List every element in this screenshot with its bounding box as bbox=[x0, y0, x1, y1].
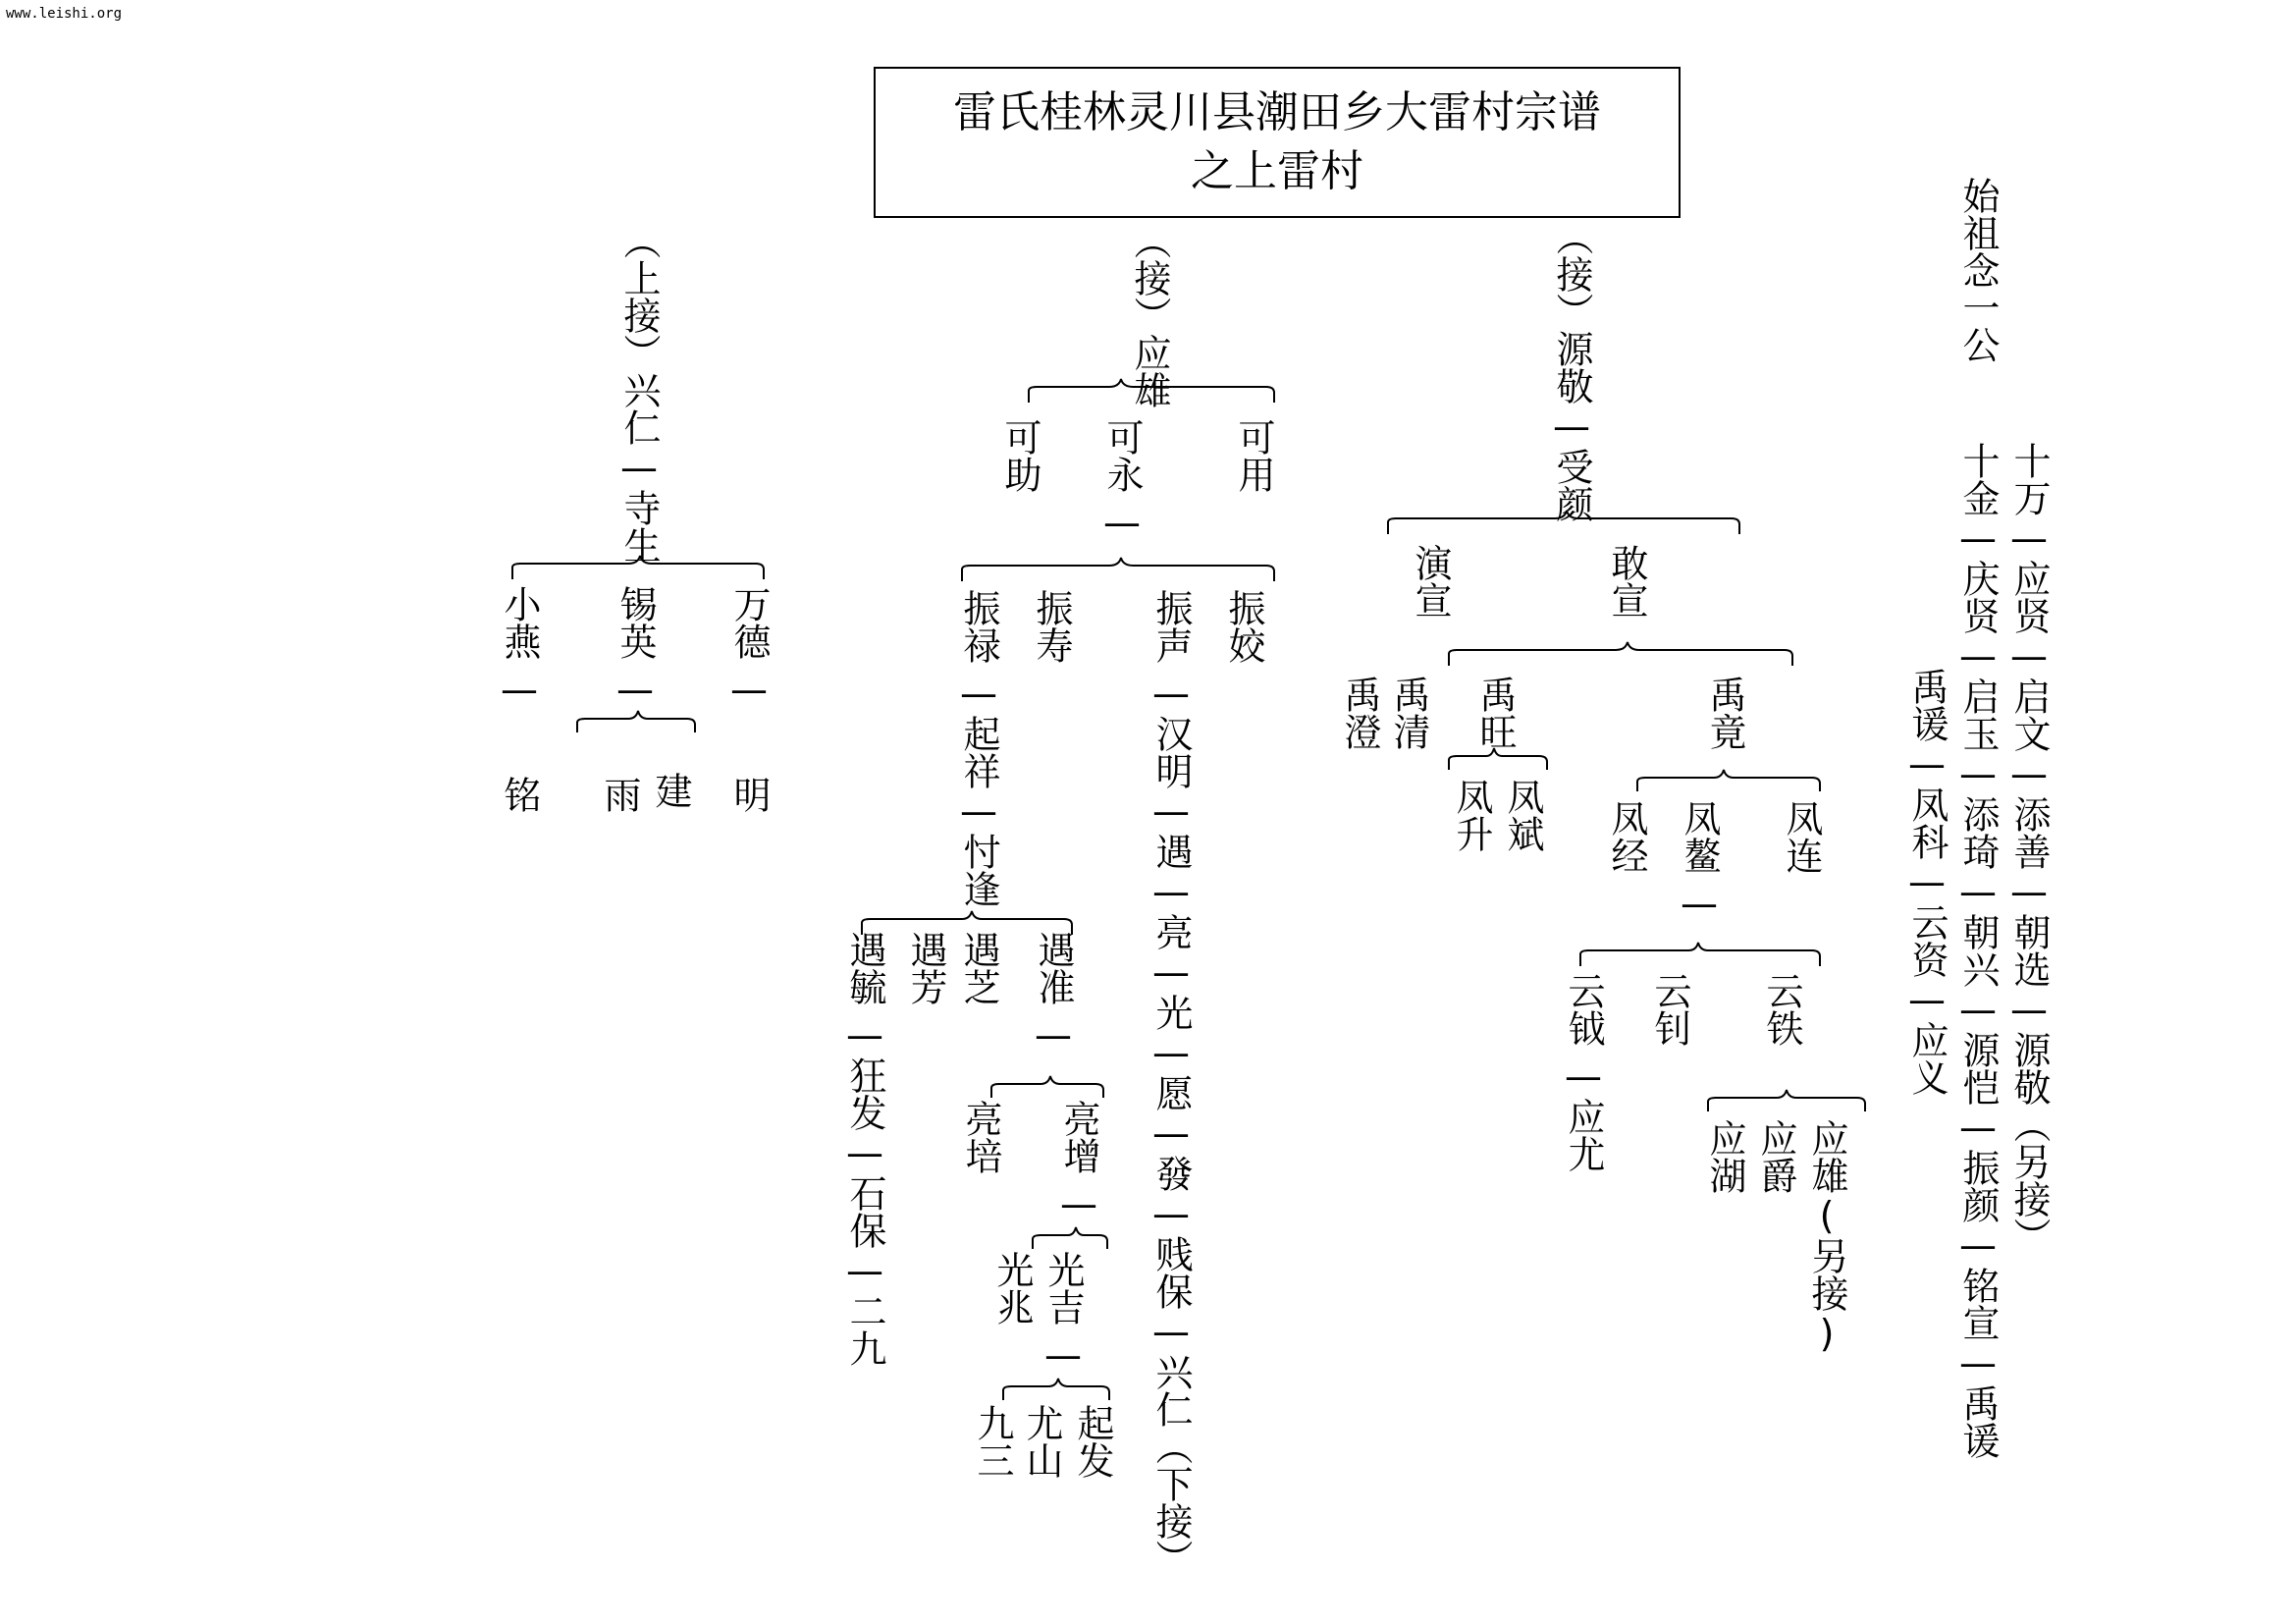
ming2: 铭 bbox=[498, 776, 541, 813]
yunyue-line: —应尤 bbox=[1562, 1055, 1605, 1172]
bracket-ganxuan bbox=[1449, 642, 1792, 666]
xiyin-line: — bbox=[614, 668, 657, 711]
title-line-1: 雷氏桂林灵川县潮田乡大雷村宗谱 bbox=[953, 87, 1601, 137]
yufang: 遇芳 bbox=[904, 931, 947, 1005]
kezhu: 可助 bbox=[998, 418, 1041, 493]
ming: 明 bbox=[727, 776, 771, 813]
yingxiong-head: （接）应雄 bbox=[1128, 222, 1171, 408]
keyong-used: 可用 bbox=[1232, 418, 1275, 493]
bracket-keyong bbox=[962, 558, 1274, 581]
bracket-fengao bbox=[1580, 943, 1820, 966]
zhenlu: 振禄 bbox=[957, 589, 1000, 664]
fenglian: 凤连 bbox=[1780, 799, 1823, 874]
bracket-liangzeng bbox=[1033, 1227, 1107, 1249]
yuyu: 遇毓 bbox=[843, 931, 886, 1005]
zhenlu-line: —起祥—忖逢 bbox=[957, 672, 1000, 907]
yingxiong2: 应雄(另接) bbox=[1805, 1119, 1848, 1355]
lineage-col2: 十金—庆贤—启玉—添琦—朝兴—源恺—振颜—铭宣—禹谖 bbox=[1956, 442, 2000, 1459]
yucheng: 禹澄 bbox=[1338, 676, 1381, 750]
xiaoyan-line: — bbox=[498, 668, 541, 711]
zhenjiao: 振姣 bbox=[1222, 589, 1265, 664]
bracket-yuzhun bbox=[991, 1076, 1103, 1098]
title-line-2: 之上雷村 bbox=[1191, 146, 1363, 196]
guangzhao: 光兆 bbox=[990, 1251, 1034, 1326]
keyong-line: — bbox=[1100, 501, 1144, 544]
bracket-yuntie bbox=[1708, 1090, 1865, 1111]
yuanjing-head: （接）源敬—受颜 bbox=[1550, 218, 1593, 522]
liangzeng-line: — bbox=[1057, 1182, 1100, 1225]
yujing: 禹竟 bbox=[1703, 676, 1746, 750]
lineage-col1: 十万—应贤—启文—添善—朝选—源敬（另接） bbox=[2007, 442, 2051, 1255]
fengjing: 凤经 bbox=[1605, 799, 1648, 874]
yuzhun-line: — bbox=[1032, 1013, 1075, 1056]
yuqing: 禹清 bbox=[1387, 676, 1430, 750]
fengao-line: — bbox=[1678, 882, 1721, 925]
bracket-yuwang bbox=[1449, 748, 1547, 770]
founder: 始祖念一公 bbox=[1956, 177, 2000, 363]
wande-line: — bbox=[727, 668, 771, 711]
yinghu: 应湖 bbox=[1703, 1119, 1746, 1194]
jiusan: 九三 bbox=[971, 1404, 1014, 1479]
yanxuan: 演宣 bbox=[1409, 544, 1452, 619]
yuzhun: 遇准 bbox=[1032, 931, 1075, 1005]
fengbin: 凤斌 bbox=[1501, 778, 1544, 852]
yuntie: 云铁 bbox=[1760, 972, 1803, 1047]
yunyue: 云钺 bbox=[1562, 972, 1605, 1047]
lineage-col3: 禹谖—凤科—云资—应义 bbox=[1905, 668, 1949, 1096]
watermark: www.leishi.org bbox=[6, 6, 123, 22]
fengsheng: 凤升 bbox=[1450, 778, 1493, 852]
zhensheng: 振声 bbox=[1149, 589, 1193, 664]
xiyin: 锡英 bbox=[614, 585, 657, 660]
xingren-head: （上接）兴仁—寺生 bbox=[617, 222, 661, 564]
guangji: 光吉 bbox=[1041, 1251, 1085, 1326]
jian: 建 bbox=[649, 772, 692, 809]
bracket-yujing bbox=[1637, 770, 1820, 791]
yingjue: 应爵 bbox=[1754, 1119, 1797, 1194]
fengao: 凤鳌 bbox=[1678, 799, 1721, 874]
xiaoyan: 小燕 bbox=[498, 585, 541, 660]
zhensheng-line: —汉明—遇—亮—光—愿—發—贱保—兴仁（下接） bbox=[1149, 672, 1193, 1577]
guangji-line: — bbox=[1041, 1333, 1085, 1377]
zhenshou: 振寿 bbox=[1030, 589, 1073, 664]
yu: 雨 bbox=[598, 776, 641, 813]
liangpei: 亮培 bbox=[959, 1100, 1002, 1174]
wande: 万德 bbox=[727, 585, 771, 660]
ganxuan: 敢宣 bbox=[1605, 544, 1648, 619]
keyong: 可永 bbox=[1100, 418, 1144, 493]
yuwang: 禹旺 bbox=[1473, 676, 1517, 750]
youshan: 尤山 bbox=[1020, 1404, 1063, 1479]
yuzhi: 遇芝 bbox=[957, 931, 1000, 1005]
bracket-xiyin bbox=[577, 711, 695, 732]
yuyu-line: —狂发—石保—二九 bbox=[843, 1013, 886, 1367]
bracket-guangji bbox=[1003, 1379, 1109, 1400]
qifa: 起发 bbox=[1071, 1404, 1114, 1479]
yunzhao: 云钊 bbox=[1648, 972, 1691, 1047]
liangzeng: 亮增 bbox=[1057, 1100, 1100, 1174]
